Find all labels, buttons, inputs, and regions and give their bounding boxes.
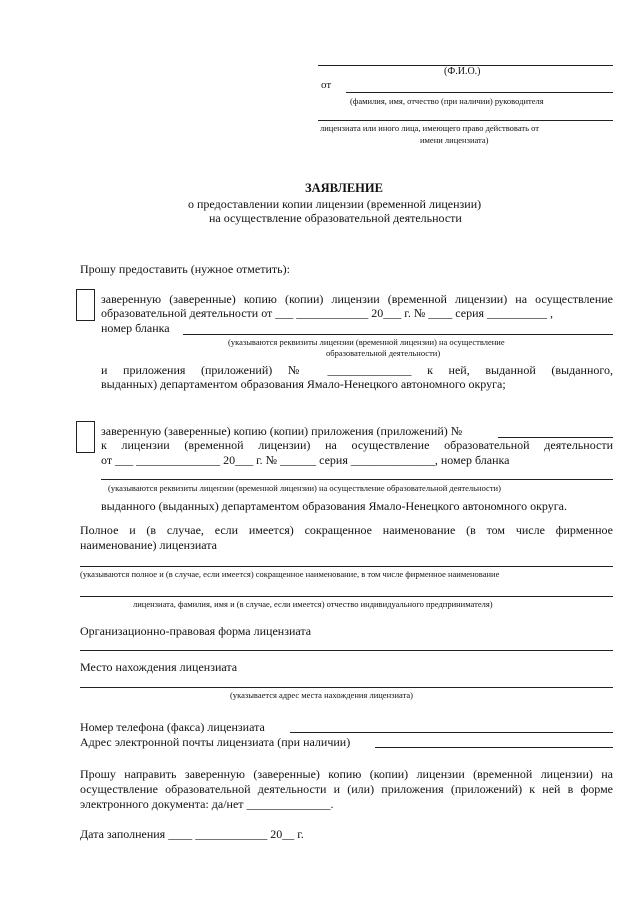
org-form-label: Организационно-правовая форма лицензиата bbox=[80, 624, 312, 638]
option1-checkbox[interactable] bbox=[76, 289, 95, 321]
header-sub3: имени лицензиата) bbox=[420, 135, 489, 145]
option2-line1: заверенную (заверенные) копию (копии) приложения (приложений) № bbox=[101, 424, 463, 438]
header-sub2: лицензиата или иного лица, имеющего право действовать от bbox=[320, 123, 539, 133]
name-line1: Полное и (в случае, если имеется) сокращенное наименование (в том числе фирменное bbox=[80, 523, 613, 537]
name-line2: наименование) лицензиата bbox=[80, 538, 217, 552]
name-hint1: (указываются полное и (в случае, если имеется) сокращенное наименование, в том числе фирменное наименование bbox=[80, 569, 500, 579]
request-line1: Прошу направить заверенную (заверенные) копию (копии) лицензии (временной лицензии) на bbox=[80, 767, 613, 781]
header-sub1: (фамилия, имя, отчество (при наличии) руководителя bbox=[350, 96, 544, 106]
email-label: Адрес электронной почты лицензиата (при наличии) bbox=[80, 735, 351, 749]
request-line3: электронного документа: да/нет ______________. bbox=[80, 797, 334, 811]
request-line2: осуществление образовательной деятельности и (или) приложения (приложений) к ней в форме bbox=[80, 782, 613, 796]
document-title: ЗАЯВЛЕНИЕ bbox=[305, 181, 383, 195]
location-label: Место нахождения лицензиата bbox=[80, 660, 238, 674]
ot-label: от bbox=[321, 79, 332, 91]
location-hint: (указывается адрес места нахождения лицензиата) bbox=[230, 690, 414, 700]
option2-line3: от ___ ______________ 20___ г. № ______ серия ______________, номер бланка bbox=[101, 453, 510, 467]
option2-hint: (указываются реквизиты лицензии (временной лицензии) на осуществление образовательной деятельности) bbox=[108, 483, 501, 493]
fio-label: (Ф.И.О.) bbox=[444, 66, 481, 77]
phone-label: Номер телефона (факса) лицензиата bbox=[80, 720, 265, 734]
ot-line[interactable] bbox=[346, 92, 613, 93]
option1-line4: и приложения (приложений) № ______________ к ней, выданной (выданного, bbox=[101, 363, 613, 377]
email-line[interactable] bbox=[375, 747, 613, 748]
option2-line4: выданного (выданных) департаментом образования Ямало-Ненецкого автономного округа. bbox=[101, 499, 567, 513]
name-input-line[interactable] bbox=[80, 566, 613, 567]
location-line[interactable] bbox=[80, 687, 613, 688]
title-sub1: о предоставлении копии лицензии (временной лицензии) bbox=[188, 197, 482, 211]
option1-line2: образовательной деятельности от ___ ____________ 20___ г. № ____ серия __________ , bbox=[101, 306, 554, 320]
title-sub2: на осуществление образовательной деятельности bbox=[209, 211, 462, 225]
option1-line5: выданных) департаментом образования Ямало-Ненецкого автономного округа; bbox=[101, 377, 506, 391]
option1-line1: заверенную (заверенные) копию (копии) лицензии (временной лицензии) на осуществление bbox=[101, 292, 613, 306]
option1-blank-number-line[interactable] bbox=[183, 334, 613, 335]
option2-blank-number-line[interactable] bbox=[101, 479, 613, 480]
name-input-line2[interactable] bbox=[80, 596, 613, 597]
option2-checkbox[interactable] bbox=[76, 421, 95, 453]
header-mid-line[interactable] bbox=[318, 120, 613, 121]
option1-hint2: образовательной деятельности) bbox=[326, 348, 441, 358]
date-field[interactable]: Дата заполнения ____ ____________ 20__ г. bbox=[80, 827, 304, 841]
phone-line[interactable] bbox=[290, 732, 613, 733]
name-hint2: лицензиата, фамилия, имя и (в случае, если имеется) отчество индивидуального предпринимателя) bbox=[133, 599, 493, 609]
option1-hint1: (указываются реквизиты лицензии (временной лицензии) на осуществление bbox=[228, 337, 505, 347]
option1-line3: номер бланка bbox=[101, 321, 170, 335]
option2-line2: к лицензии (временной лицензии) на осуществление образовательной деятельности bbox=[101, 438, 613, 452]
org-form-line[interactable] bbox=[80, 650, 613, 651]
intro-text: Прошу предоставить (нужное отметить): bbox=[80, 262, 290, 276]
